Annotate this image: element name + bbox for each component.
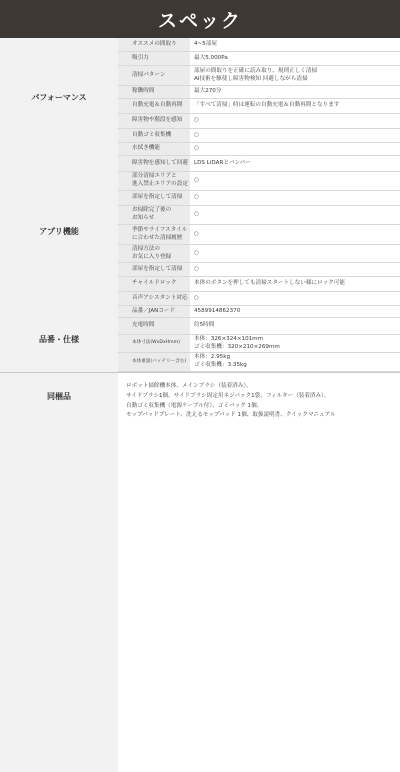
spec-label-text: 清掃方法の お気に入り登録 [132, 245, 172, 260]
spec-value-text: ○ [194, 294, 199, 301]
spec-value-text: 4~5部屋 [194, 40, 217, 47]
spec-label-text: 部屋を指定して清掃 [132, 265, 183, 272]
spec-row-value [190, 172, 400, 191]
spec-row-label [118, 277, 190, 292]
spec-row-value [190, 206, 400, 225]
page-header [0, 0, 400, 38]
section-performance-label: パフォーマンス [31, 92, 87, 102]
spec-row-value [190, 156, 400, 172]
spec-label-text: 清掃パターン [132, 71, 166, 78]
spec-row-label [118, 38, 190, 52]
spec-row-label [118, 143, 190, 156]
spec-value-text: 部屋の間取りを正確に読み取り、規則正しく清掃 AI技術を駆使し障害物検知 回避しながら清掃 [194, 67, 318, 82]
spec-row-value [190, 245, 400, 263]
spec-value-text: ○ [194, 230, 199, 237]
spec-row-label [118, 245, 190, 263]
spec-value-text: ○ [194, 249, 199, 256]
spec-row-value [190, 129, 400, 143]
spec-row-value [190, 263, 400, 277]
spec-row-label [118, 335, 190, 353]
spec-value-text: 本体：2.95kg ゴミ収集機：3.35kg [194, 354, 247, 368]
spec-value-text: 約5時間 [194, 322, 215, 329]
spec-label-text: 品番／JANコード [132, 307, 176, 314]
spec-value-text: 本体のボタンを押しても清掃スタートしない様にロック可能 [194, 280, 345, 287]
spec-value-text: 4589914862370 [194, 307, 241, 314]
spec-value-text: ○ [194, 131, 199, 138]
spec-row-label [118, 129, 190, 143]
section-bundle [0, 372, 118, 772]
spec-row-label [118, 318, 190, 335]
spec-row-value [190, 52, 400, 66]
spec-row-value [190, 225, 400, 245]
section-app [0, 156, 118, 307]
spec-row-label [118, 66, 190, 86]
spec-label-text: 音声アシスタント対応 [132, 294, 188, 301]
spec-value-text: 本体：326×324×101mm ゴミ収集機：320×210×269mm [194, 335, 280, 350]
spec-label-text: 本体寸法(WxDxHmm) [132, 340, 180, 346]
spec-label-text: 季節やライフスタイル に合わせた清掃履歴 [132, 226, 188, 241]
spec-row-label [118, 99, 190, 114]
spec-row-label [118, 206, 190, 225]
spec-label-text: 本体重量(バッテリー含む) [132, 358, 187, 364]
spec-value-text: ○ [194, 265, 199, 272]
spec-label-text: 障害物や階段を感知 [132, 117, 183, 124]
spec-label-text: お掃除完了後の お知らせ [132, 207, 172, 221]
section-performance [0, 38, 118, 157]
section-divider [0, 372, 400, 373]
spec-value-text: 「すべて清掃」時は運転の自動充電＆自動再開となります [194, 102, 340, 109]
spec-row-label [118, 52, 190, 66]
spec-label-text: 吸引力 [132, 54, 149, 61]
spec-value-text: ○ [194, 177, 199, 184]
spec-row-label [118, 263, 190, 277]
spec-row-value [190, 38, 400, 52]
section-product-label: 品番・仕様 [39, 334, 79, 344]
spec-value-text: ○ [194, 194, 199, 201]
spec-row-label [118, 114, 190, 129]
spec-value-text: ○ [194, 211, 199, 218]
section-app-label: アプリ機能 [39, 226, 79, 236]
spec-row-value [190, 114, 400, 129]
spec-value-text: LDS LiDARとバンパー [194, 159, 251, 166]
section-bundle-label: 同梱品 [47, 391, 71, 401]
spec-value-text: ○ [194, 117, 199, 124]
spec-label-text: 障害物を感知して回避 [132, 159, 188, 166]
spec-row-value [190, 335, 400, 353]
spec-row-label [118, 86, 190, 99]
section-product [0, 306, 118, 373]
spec-row-value [190, 143, 400, 156]
spec-row-value [190, 191, 400, 206]
spec-row-value [190, 99, 400, 114]
spec-label-text: 自動充電＆自動再開 [132, 102, 183, 109]
spec-row-value [190, 86, 400, 99]
spec-row-value [190, 277, 400, 292]
spec-label-text: 部屋を指定して清掃 [132, 194, 183, 201]
spec-row-label [118, 191, 190, 206]
spec-row-value [190, 66, 400, 86]
spec-row-label [118, 225, 190, 245]
spec-label-text: 稼働時間 [132, 88, 155, 95]
spec-label-text: 充電時間 [132, 322, 155, 329]
spec-row-value [190, 353, 400, 372]
spec-label-text: チャイルドロック [132, 280, 177, 287]
spec-value-text: ○ [194, 145, 199, 152]
spec-row-value [190, 292, 400, 306]
spec-row-label [118, 156, 190, 172]
spec-row-label [118, 172, 190, 191]
spec-label-text: 部分清掃エリアと 進入禁止エリアの設定 [132, 173, 188, 187]
spec-value-text: 最大270分 [194, 88, 222, 95]
spec-row-value [190, 318, 400, 335]
page-title: スペック [157, 9, 242, 32]
spec-row-value [190, 306, 400, 318]
spec-label-text: 自動ゴミ収集機 [132, 131, 172, 138]
spec-label-text: オススメの間取り [132, 40, 177, 47]
spec-value-text: 最大5,000Pa [194, 54, 228, 61]
spec-row-label [118, 353, 190, 372]
spec-label-text: 水拭き機能 [132, 145, 160, 152]
spec-row-label [118, 292, 190, 306]
bundle-items [118, 376, 400, 427]
bundle-items-text: ロボット掃除機本体、メインブラシ（装着済み）、 サイドブラシ1個、サイドブラシ固定用ネジパック1袋、フィルター（装着済み）、 自動ゴミ収集機（電源ケーブル付）、ゴミパック 1個、 モップパッドプレート、洗えるモップパッド 1個、取扱説明書、クイックマニュアル [126, 383, 336, 419]
spec-row-label [118, 306, 190, 318]
